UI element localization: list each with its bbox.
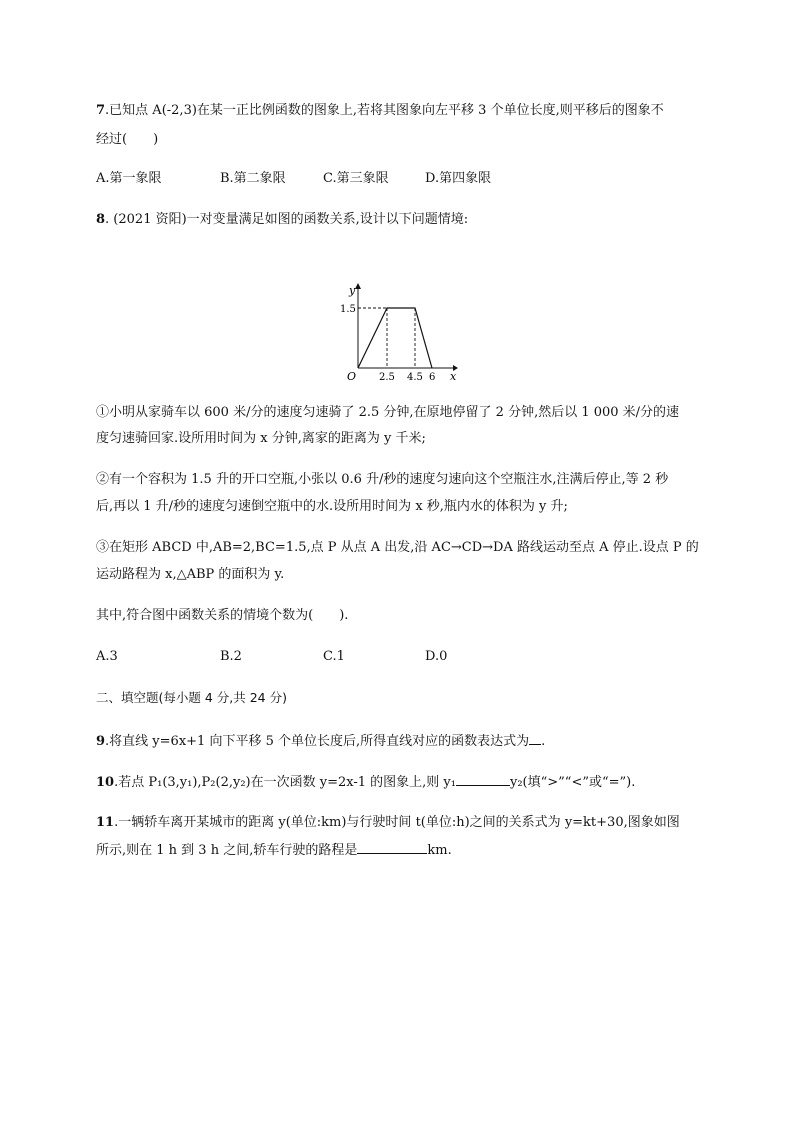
graph-x-label: x <box>450 370 457 383</box>
q10-answer-blank[interactable] <box>456 772 510 786</box>
q7-number: 7 <box>96 103 106 118</box>
q8-line1 <box>96 211 468 229</box>
q7-option-d: D.第四象限 <box>425 171 492 186</box>
q9-answer-blank[interactable] <box>529 731 541 745</box>
q8-function-graph <box>335 280 465 390</box>
q8-scenario1-line2: 度匀速骑回家.设所用时间为 x 分钟,离家的距离为 y 千米; <box>96 431 426 446</box>
q8-text-line1: . (2021 资阳)一对变量满足如图的函数关系,设计以下问题情境: <box>105 212 469 227</box>
q8-number: 8 <box>96 212 106 227</box>
graph-x-tick-3: 6 <box>429 372 436 383</box>
q8-scenario2-line1: ②有一个容积为 1.5 升的开口空瓶,小张以 0.6 升/秒的速度匀速向这个空瓶注水,注满后停止,等 2 秒 <box>96 472 669 487</box>
q11-number: 11 <box>96 815 115 830</box>
q11-line2 <box>96 840 452 860</box>
q7-option-a: A.第一象限 <box>96 171 162 186</box>
graph-y-tick: 1.5 <box>340 304 356 315</box>
q11-text-line2b: km. <box>427 843 452 858</box>
q11-line1 <box>96 814 680 832</box>
q10-line <box>96 772 635 792</box>
q7-option-c: C.第三象限 <box>323 171 389 186</box>
section-2-title: 二、填空题(每小题 4 分,共 24 分) <box>96 690 287 705</box>
graph-x-tick-2: 4.5 <box>407 372 423 383</box>
q9-line <box>96 731 545 751</box>
q7-text-line1: .已知点 A(-2,3)在某一正比例函数的图象上,若将其图象向左平移 3 个单位长度,则平移后的图象不 <box>105 103 664 118</box>
q7-line2: 经过( ) <box>96 132 159 147</box>
q8-option-a: A.3 <box>96 649 118 664</box>
graph-origin-label: O <box>347 370 357 383</box>
q8-scenario3-line1: ③在矩形 ABCD 中,AB=2,BC=1.5,点 P 从点 A 出发,沿 AC→CD→DA 路线运动至点 A 停止.设点 P 的 <box>96 540 699 555</box>
q10-text-a: .若点 P₁(3,y₁),P₂(2,y₂)在一次函数 y=2x-1 的图象上,则 y₁ <box>114 775 456 790</box>
q8-option-c: C.1 <box>323 649 345 664</box>
q11-text-line1: .一辆轿车离开某城市的距离 y(单位:km)与行驶时间 t(单位:h)之间的关系式为 y=kt+30,图象如图 <box>114 815 680 830</box>
q11-text-line2a: 所示,则在 1 h 到 3 h 之间,轿车行驶的路程是 <box>96 843 358 858</box>
q8-question: 其中,符合图中函数关系的情境个数为( ). <box>96 608 349 623</box>
graph-y-label: y <box>349 284 356 297</box>
q10-text-b: y₂(填“>”“<”或“=”). <box>509 775 636 790</box>
q8-scenario2-line2: 后,再以 1 升/秒的速度匀速倒空瓶中的水.设所用时间为 x 秒,瓶内水的体积为 y 升; <box>96 499 568 514</box>
q7-line1 <box>96 102 664 120</box>
q7-option-b: B.第二象限 <box>220 171 286 186</box>
q8-scenario1-line1: ①小明从家骑车以 600 米/分的速度匀速骑了 2.5 分钟,在原地停留了 2 分钟,然后以 1 000 米/分的速 <box>96 405 680 420</box>
q11-answer-blank[interactable] <box>357 840 427 854</box>
q10-number: 10 <box>96 775 115 790</box>
q9-text-b: . <box>541 734 546 749</box>
q9-number: 9 <box>96 734 106 749</box>
graph-x-tick-1: 2.5 <box>379 372 395 383</box>
q8-option-b: B.2 <box>220 649 242 664</box>
q9-text-a: .将直线 y=6x+1 向下平移 5 个单位长度后,所得直线对应的函数表达式为 <box>105 734 530 749</box>
q8-option-d: D.0 <box>425 649 448 664</box>
q8-scenario3-line2: 运动路程为 x,△ABP 的面积为 y. <box>96 567 285 582</box>
